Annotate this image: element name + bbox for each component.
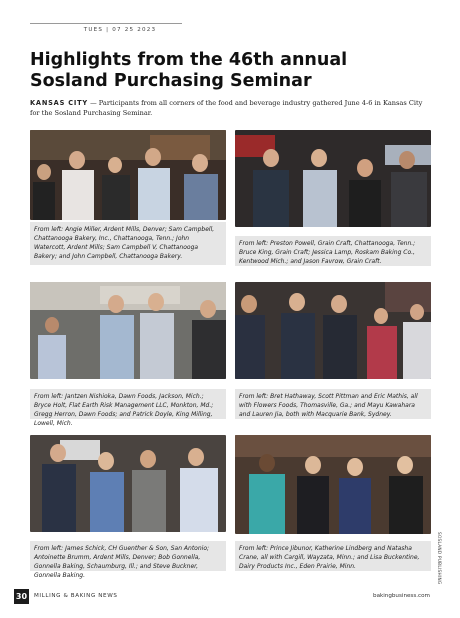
photo-caption-4: From left: Bret Hathaway, Scott Pittman and Eric Mathis, all with Flowers Foods, Thomasville, Ga.; and Mayu Kawahara and Lauren Jia, both with Macquarie Bank, Sydney.	[239, 393, 418, 418]
event-photo-3	[30, 282, 226, 379]
photo-caption-6: From left: Prince Jibunor, Katherine Lindberg and Natasha Crane, all with Cargill, Wayzata, Minn.; and Lisa Buckentine, Dairy Products Inc., Eden Prairie, Minn.	[239, 545, 420, 570]
caption-box-6	[235, 541, 431, 571]
event-photo-2	[235, 130, 431, 227]
event-photo-4	[235, 282, 431, 379]
article-headline: Highlights from the 46th annual Sosland Purchasing Seminar	[30, 50, 348, 91]
caption-box-1	[30, 222, 226, 265]
photo-caption-2: From left: Preston Powell, Grain Craft, Chattanooga, Tenn.; Bruce King, Grain Craft; Jessica Lamp, Roskam Baking Co., Kentwood Mich.; and Jason Favrow, Grain Craft.	[239, 240, 416, 265]
event-photo-5	[30, 435, 226, 532]
photo-caption-3: From left: Jantzen Nishioka, Dawn Foods, Jackson, Mich.; Bryce Holt, Flat Earth Risk Management LLC, Monkton, Md.; Gregg Herron, Dawn Foods; and Patrick Doyle, King Milling, Lowell, Mich.	[34, 393, 214, 427]
caption-box-3	[30, 389, 226, 427]
event-photo-1	[30, 130, 226, 220]
caption-box-4	[235, 389, 431, 419]
article-intro	[30, 98, 430, 118]
website-link[interactable]: bakingbusiness.com	[373, 593, 430, 599]
caption-box-2	[235, 236, 431, 266]
intro-text: — Participants from all corners of the food and beverage industry gathered June 4-6 in Kansas City for the Sosland Purchasing Seminar.	[30, 99, 423, 117]
caption-box-5	[30, 541, 226, 579]
photo-credit	[434, 532, 442, 584]
photo-credit-text: SOSLAND PUBLISHING	[437, 532, 442, 585]
publication-name: MILLING & BAKING NEWS	[34, 593, 118, 599]
photo-caption-1: From left: Angie Miller, Ardent Mills, Denver; Sam Campbell, Chattanooga Bakery, Inc., Chattanooga, Tenn.; John Watercott, Ardent Mills; Sam Campbell V, Chattanooga Bakery; and John Campbell, Chattanooga Bakery.	[34, 226, 215, 260]
dateline-rule	[30, 23, 182, 24]
intro-city: KANSAS CITY	[30, 99, 88, 107]
dateline: TUES | 07 25 2023	[83, 27, 157, 33]
photo-caption-5: From left: James Schick, CH Guenther & Son, San Antonio; Antoinette Brumm, Ardent Mills, Denver; Bob Gonnella, Gonnella Baking, Schaumburg, Ill.; and Steve Buckner, Gonnella Baking.	[34, 545, 210, 579]
event-photo-6	[235, 435, 431, 534]
page-number: 30	[14, 589, 29, 604]
